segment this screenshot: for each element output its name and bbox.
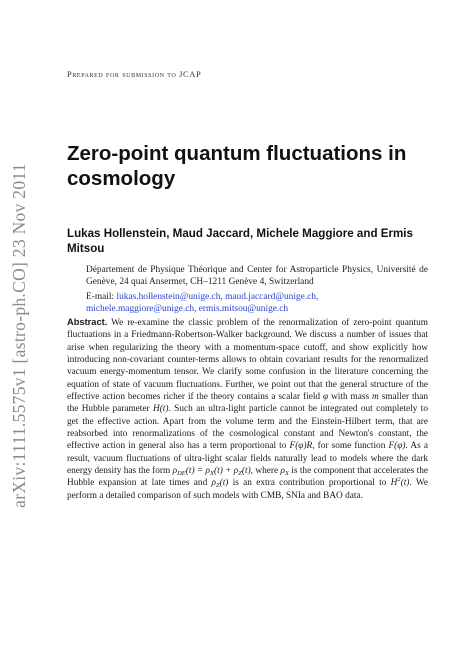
abstract-text-10: . We perform a detailed comparison of such models with CMB, SNIa and BAO data. [67, 478, 428, 501]
abstract-text-1: We re-examine the classic problem of the renormalization of zero-point quantum fluctuations in a Friedmann-Robertson-Walker background. We discuss a number of issues that arise when regularizing the theory with a momentum-space cutoff, and show explicitly how introducing non-covariant counter-terms allows to obtain covariant results for the renormalized vacuum energy-momentum tensor. We clarify some confusion in the literature concerning the equation of state of vacuum fluctuations. Further, we point out that the general structure of the effective action becomes richer if the theory contains a scalar field [67, 318, 428, 403]
email-addresses-line2[interactable]: michele.maggiore@unige.ch, ermis.mitsou@unige.ch [86, 304, 289, 314]
abstract-text-5: , for some function [312, 441, 386, 452]
email-label: E-mail: [86, 292, 115, 302]
math-hubble: H(t) [153, 404, 169, 415]
affiliation: Département de Physique Théorique and Center for Astroparticle Physics, Université de Genève, 24 quai Ansermet, CH–1211 Genève 4, Switzerland [86, 265, 428, 287]
abstract-label: Abstract. [67, 317, 108, 327]
abstract [67, 316, 428, 502]
math-fphir: F(φ)R [289, 441, 313, 452]
arxiv-id: arXiv:1111.5575v1 [astro-ph.CO] 23 Nov 2011 [8, 162, 29, 508]
math-rho-de: $\rho_{DE}(t) = \rho_X(t) + \rho_Z(t)$ [172, 466, 251, 478]
abstract-text-7: , where [250, 466, 279, 477]
abstract-text-2: with mass [331, 392, 370, 403]
math-rho-x: $\rho_X$ [280, 466, 289, 478]
abstract-text-4: . Such an ultra-light particle cannot be integrated out completely to get the effective action. Apart from the volume term and the Einstein-Hilbert term, that are reabsorbed into renormalizations of the cosmological constant and Newton's constant, the effective action in general also has a term proportional to [67, 404, 429, 452]
math-m: m [372, 392, 379, 403]
math-fphi: F(φ) [388, 441, 406, 452]
abstract-text-3: smaller than the Hubble parameter [67, 392, 428, 415]
math-phi: φ [323, 392, 329, 403]
email-addresses-line1[interactable]: lukas.hollenstein@unige.ch, maud.jaccard@unige.ch, [116, 292, 319, 302]
math-h2: $H^2(t)$ [390, 476, 410, 489]
arxiv-stamp [4, 50, 34, 620]
author-list: Lukas Hollenstein, Maud Jaccard, Michele Maggiore and Ermis Mitsou [67, 227, 413, 255]
email-block [86, 291, 428, 315]
math-rho-z: $\rho_Z(t)$ [211, 478, 229, 490]
paper-title: Zero-point quantum fluctuations in cosmology [67, 142, 407, 190]
abstract-text-6: . As a result, vacuum fluctuations of ultra-light scalar fields naturally lead to models where the dark energy density has the form [67, 441, 428, 477]
submission-note: Prepared for submission to JCAP [67, 69, 202, 79]
abstract-text-8: is the component that accelerates the Hubble expansion at late times and [67, 466, 429, 489]
abstract-text-9: is an extra contribution proportional to [232, 478, 387, 489]
